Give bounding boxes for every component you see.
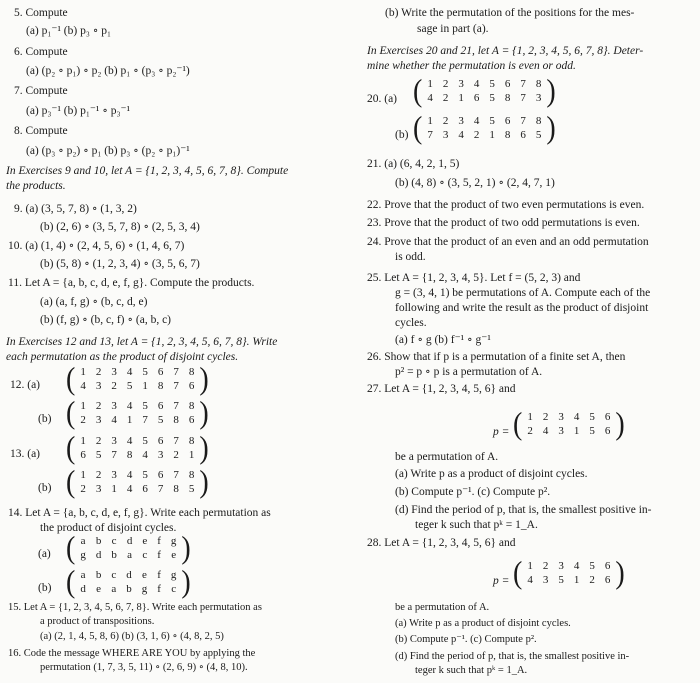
label-14b: (b) bbox=[38, 582, 52, 594]
exercise-27d-cont: teger k such that pᵏ = 1_A. bbox=[415, 519, 538, 531]
permutation-entry: 6 bbox=[604, 411, 611, 424]
exercise-14-cont: the product of disjoint cycles. bbox=[40, 522, 177, 534]
permutation-entry: 2 bbox=[80, 483, 86, 495]
permutation-entry: 5 bbox=[535, 129, 542, 141]
permutation-entry: f bbox=[157, 535, 161, 548]
permutation-entry: 7 bbox=[173, 400, 179, 413]
permutation-entry: d bbox=[126, 569, 132, 582]
p-equals-27: p = bbox=[493, 426, 510, 438]
permutation-entry: a bbox=[80, 569, 86, 582]
exercise-5: 5. Compute bbox=[14, 7, 68, 19]
permutation-entry: c bbox=[111, 535, 117, 548]
permutation-matrix bbox=[75, 435, 199, 463]
permutation-entry: 3 bbox=[442, 129, 449, 141]
permutation-entry: 6 bbox=[157, 366, 164, 379]
permutation-entry: 5 bbox=[95, 449, 102, 461]
label-12b: (b) bbox=[38, 413, 52, 425]
permutation-entry: 2 bbox=[442, 115, 449, 128]
exercise-10b: (b) (5, 8) ∘ (1, 2, 3, 4) ∘ (3, 5, 6, 7) bbox=[40, 258, 200, 270]
permutation-entry: 5 bbox=[126, 380, 133, 392]
exercise-8: 8. Compute bbox=[14, 125, 68, 137]
permutation-entry: g bbox=[170, 569, 177, 582]
permutation-entry: 5 bbox=[157, 414, 164, 426]
permutation-entry: 4 bbox=[126, 469, 133, 482]
permutation-entry: 7 bbox=[157, 483, 164, 495]
permutation-entry: 1 bbox=[80, 366, 86, 379]
permutation-matrix bbox=[522, 411, 615, 439]
permutation-entry: 2 bbox=[95, 366, 102, 379]
permutation-14a bbox=[66, 530, 191, 567]
left-paren: ( bbox=[413, 73, 423, 110]
permutation-entry: 8 bbox=[504, 129, 511, 141]
permutation-entry: 2 bbox=[95, 469, 102, 482]
permutation-entry: e bbox=[142, 569, 147, 582]
permutation-entry: 5 bbox=[142, 366, 148, 379]
right-paren: ) bbox=[615, 406, 625, 443]
exercise-28: 28. Let A = {1, 2, 3, 4, 5, 6} and bbox=[367, 537, 516, 549]
right-paren: ) bbox=[199, 395, 209, 432]
right-paren: ) bbox=[199, 361, 209, 398]
right-paren: ) bbox=[546, 73, 556, 110]
exercise-9a: 9. (a) (3, 5, 7, 8) ∘ (1, 3, 2) bbox=[14, 203, 137, 215]
exercise-9b: (b) (2, 6) ∘ (3, 5, 7, 8) ∘ (2, 5, 3, 4) bbox=[40, 221, 200, 233]
permutation-bottom-row bbox=[75, 483, 199, 497]
exercise-25: 25. Let A = {1, 2, 3, 4, 5}. Let f = (5, 2, 3) and bbox=[367, 272, 581, 284]
permutation-entry: 6 bbox=[604, 560, 611, 573]
permutation-entry: 8 bbox=[535, 115, 542, 128]
permutation-entry: 2 bbox=[95, 400, 102, 413]
permutation-entry: b bbox=[111, 549, 117, 561]
permutation-matrix bbox=[522, 560, 615, 588]
permutation-12b bbox=[66, 395, 209, 432]
permutation-entry: 1 bbox=[458, 92, 464, 104]
label-13b: (b) bbox=[38, 482, 52, 494]
permutation-entry: 4 bbox=[126, 400, 133, 413]
permutation-bottom-row bbox=[522, 425, 615, 439]
left-paren: ( bbox=[66, 430, 76, 467]
permutation-entry: 8 bbox=[157, 380, 164, 392]
permutation-entry: 5 bbox=[142, 435, 148, 448]
exercise-15: 15. Let A = {1, 2, 3, 4, 5, 6, 7, 8}. Write each permutation as bbox=[8, 602, 262, 613]
exercise-19b-cont: sage in part (a). bbox=[417, 23, 489, 35]
permutation-matrix bbox=[422, 78, 546, 106]
exercise-28a: (a) Write p as a product of disjoint cycles. bbox=[395, 618, 571, 629]
permutation-entry: 8 bbox=[188, 400, 195, 413]
permutation-entry: 7 bbox=[173, 366, 179, 379]
right-paren: ) bbox=[181, 530, 191, 567]
permutation-entry: 1 bbox=[573, 574, 580, 586]
label-13a: 13. (a) bbox=[10, 448, 41, 460]
permutation-entry: b bbox=[95, 569, 102, 582]
permutation-entry: 3 bbox=[95, 380, 102, 392]
exercise-15-cont: a product of transpositions. bbox=[40, 616, 155, 627]
exercise-7-parts: (a) p₃⁻¹ (b) p₁⁻¹ ∘ p₃⁻¹ bbox=[26, 105, 131, 117]
left-paren: ( bbox=[513, 555, 523, 592]
permutation-entry: 3 bbox=[558, 425, 564, 437]
permutation-entry: 8 bbox=[188, 366, 195, 379]
exercise-11: 11. Let A = {a, b, c, d, e, f, g}. Compute the products. bbox=[8, 277, 255, 289]
permutation-entry: f bbox=[157, 549, 161, 561]
permutation-20a bbox=[413, 73, 556, 110]
left-paren: ( bbox=[66, 564, 76, 601]
permutation-entry: 2 bbox=[589, 574, 595, 586]
permutation-entry: 7 bbox=[142, 414, 148, 426]
permutation-entry: c bbox=[171, 583, 177, 595]
permutation-matrix bbox=[75, 469, 199, 497]
permutation-entry: 6 bbox=[504, 78, 511, 91]
permutation-entry: 5 bbox=[589, 560, 595, 573]
exercise-25-cont1: g = (3, 4, 1) be permutations of A. Compute each of the bbox=[395, 287, 651, 299]
exercise-16: 16. Code the message WHERE ARE YOU by applying the bbox=[8, 648, 256, 659]
left-paren: ( bbox=[66, 464, 76, 501]
permutation-bottom-row bbox=[75, 549, 181, 563]
instructions-9-10: In Exercises 9 and 10, let A = {1, 2, 3, 4, 5, 6, 7, 8}. Compute bbox=[6, 165, 289, 177]
permutation-entry: c bbox=[111, 569, 117, 582]
permutation-20b bbox=[413, 110, 556, 147]
exercise-28d: (d) Find the period of p, that is, the smallest positive in- bbox=[395, 651, 630, 662]
left-paren: ( bbox=[66, 395, 76, 432]
instructions-9-10-cont: the products. bbox=[6, 180, 66, 192]
permutation-entry: 1 bbox=[527, 411, 533, 424]
permutation-top-row bbox=[75, 569, 181, 583]
permutation-entry: 5 bbox=[589, 411, 595, 424]
label-20b: (b) bbox=[395, 129, 409, 141]
permutation-entry: 6 bbox=[157, 435, 164, 448]
permutation-top-row bbox=[75, 535, 181, 549]
permutation-top-row bbox=[522, 560, 615, 574]
permutation-entry: 5 bbox=[558, 574, 564, 586]
permutation-entry: 6 bbox=[604, 574, 611, 586]
exercise-23: 23. Prove that the product of two odd permutations is even. bbox=[367, 217, 640, 229]
permutation-entry: e bbox=[96, 583, 102, 595]
permutation-entry: 4 bbox=[427, 92, 433, 104]
left-paren: ( bbox=[66, 361, 76, 398]
permutation-entry: 8 bbox=[504, 92, 511, 104]
permutation-entry: 5 bbox=[142, 400, 148, 413]
exercise-27bc: (b) Compute p⁻¹. (c) Compute p². bbox=[395, 486, 551, 498]
permutation-matrix bbox=[75, 569, 181, 597]
permutation-bottom-row bbox=[75, 414, 199, 428]
permutation-28 bbox=[513, 555, 625, 592]
exercise-7: 7. Compute bbox=[14, 85, 68, 97]
permutation-entry: 3 bbox=[558, 411, 564, 424]
label-20a: 20. (a) bbox=[367, 93, 398, 105]
exercise-21b: (b) (4, 8) ∘ (3, 5, 2, 1) ∘ (2, 4, 7, 1) bbox=[395, 177, 555, 189]
permutation-entry: 2 bbox=[80, 414, 86, 426]
label-12a: 12. (a) bbox=[10, 379, 41, 391]
permutation-top-row bbox=[75, 435, 199, 449]
permutation-entry: 4 bbox=[80, 380, 86, 392]
permutation-entry: 5 bbox=[489, 115, 495, 128]
permutation-entry: 3 bbox=[95, 483, 102, 495]
permutation-entry: 6 bbox=[473, 92, 480, 104]
permutation-entry: g bbox=[141, 583, 148, 595]
permutation-14b bbox=[66, 564, 191, 601]
exercise-10a: 10. (a) (1, 4) ∘ (2, 4, 5, 6) ∘ (1, 4, 6, 7) bbox=[8, 240, 185, 252]
permutation-entry: 7 bbox=[520, 92, 526, 104]
exercise-11b: (b) (f, g) ∘ (b, c, f) ∘ (a, b, c) bbox=[40, 314, 172, 326]
exercise-27a: (a) Write p as a product of disjoint cycles. bbox=[395, 468, 588, 480]
permutation-entry: 2 bbox=[473, 129, 480, 141]
permutation-entry: 2 bbox=[111, 380, 117, 392]
permutation-entry: 2 bbox=[542, 411, 549, 424]
permutation-entry: 8 bbox=[188, 469, 195, 482]
right-paren: ) bbox=[199, 430, 209, 467]
permutation-entry: 7 bbox=[173, 435, 179, 448]
permutation-matrix bbox=[422, 115, 546, 143]
permutation-top-row bbox=[422, 78, 546, 92]
exercise-25-cont2: following and write the result as the product of disjoint bbox=[395, 302, 649, 314]
permutation-entry: 6 bbox=[142, 483, 148, 495]
permutation-entry: 6 bbox=[188, 414, 195, 426]
permutation-entry: 8 bbox=[173, 483, 179, 495]
exercise-28bc: (b) Compute p⁻¹. (c) Compute p². bbox=[395, 634, 537, 645]
permutation-entry: 6 bbox=[157, 400, 164, 413]
permutation-entry: 7 bbox=[173, 469, 179, 482]
permutation-entry: 1 bbox=[126, 414, 133, 426]
permutation-entry: 4 bbox=[542, 425, 549, 437]
permutation-12a bbox=[66, 361, 209, 398]
permutation-entry: 7 bbox=[173, 380, 179, 392]
permutation-entry: 1 bbox=[142, 380, 148, 392]
permutation-entry: 1 bbox=[427, 78, 433, 91]
permutation-entry: 3 bbox=[111, 366, 117, 379]
permutation-entry: g bbox=[80, 549, 86, 561]
permutation-entry: 7 bbox=[427, 129, 433, 141]
permutation-entry: d bbox=[80, 583, 86, 595]
instructions-20-21-cont: mine whether the permutation is even or odd. bbox=[367, 60, 576, 72]
permutation-top-row bbox=[75, 366, 199, 380]
permutation-entry: 3 bbox=[458, 78, 464, 91]
right-paren: ) bbox=[615, 555, 625, 592]
permutation-entry: 7 bbox=[111, 449, 117, 461]
permutation-entry: 3 bbox=[542, 574, 549, 586]
right-paren: ) bbox=[199, 464, 209, 501]
permutation-bottom-row bbox=[75, 583, 181, 597]
permutation-entry: 7 bbox=[520, 78, 526, 91]
permutation-entry: 4 bbox=[573, 560, 580, 573]
permutation-entry: f bbox=[157, 569, 161, 582]
permutation-entry: 2 bbox=[442, 92, 449, 104]
permutation-entry: a bbox=[80, 535, 86, 548]
permutation-13b bbox=[66, 464, 209, 501]
permutation-entry: 2 bbox=[173, 449, 179, 461]
permutation-entry: 4 bbox=[126, 366, 133, 379]
exercise-11a: (a) (a, f, g) ∘ (b, c, d, e) bbox=[40, 296, 148, 308]
permutation-entry: 2 bbox=[527, 425, 533, 437]
instructions-12-13: In Exercises 12 and 13, let A = {1, 2, 3, 4, 5, 6, 7, 8}. Write bbox=[6, 336, 278, 348]
permutation-entry: 8 bbox=[535, 78, 542, 91]
permutation-entry: 1 bbox=[427, 115, 433, 128]
permutation-entry: e bbox=[142, 535, 148, 548]
permutation-entry: d bbox=[126, 535, 133, 548]
exercise-25-parts: (a) f ∘ g (b) f⁻¹ ∘ g⁻¹ bbox=[395, 334, 491, 346]
permutation-matrix bbox=[75, 400, 199, 428]
permutation-entry: 7 bbox=[520, 115, 526, 128]
permutation-entry: 8 bbox=[126, 449, 133, 461]
right-paren: ) bbox=[546, 110, 556, 147]
exercise-16-cont: permutation (1, 7, 3, 5, 11) ∘ (2, 6, 9) ∘ (4, 8, 10). bbox=[40, 662, 248, 673]
permutation-entry: a bbox=[127, 549, 133, 561]
permutation-entry: 5 bbox=[188, 483, 195, 495]
permutation-entry: 6 bbox=[80, 449, 86, 461]
permutation-top-row bbox=[75, 469, 199, 483]
left-paren: ( bbox=[513, 406, 523, 443]
exercise-8-parts: (a) (p₃ ∘ p₂) ∘ p₁ (b) p₃ ∘ (p₂ ∘ p₁)⁻¹ bbox=[26, 145, 190, 157]
permutation-entry: 4 bbox=[142, 449, 148, 461]
exercise-6-parts: (a) (p₂ ∘ p₁) ∘ p₂ (b) p₁ ∘ (p₃ ∘ p₂⁻¹) bbox=[26, 65, 190, 77]
permutation-entry: 6 bbox=[520, 129, 526, 141]
permutation-entry: 1 bbox=[80, 435, 86, 448]
permutation-entry: b bbox=[126, 583, 132, 595]
instructions-12-13-cont: each permutation as the product of disjoint cycles. bbox=[6, 351, 239, 363]
exercise-6: 6. Compute bbox=[14, 46, 68, 58]
permutation-entry: 1 bbox=[80, 400, 86, 413]
permutation-entry: 4 bbox=[458, 129, 464, 141]
permutation-entry: 4 bbox=[473, 115, 480, 128]
permutation-bottom-row bbox=[422, 129, 546, 143]
permutation-entry: 2 bbox=[442, 78, 449, 91]
permutation-top-row bbox=[522, 411, 615, 425]
permutation-entry: 5 bbox=[489, 92, 495, 104]
permutation-27 bbox=[513, 406, 625, 443]
permutation-entry: 1 bbox=[489, 129, 495, 141]
exercise-24-cont: is odd. bbox=[395, 251, 426, 263]
label-14a: (a) bbox=[38, 548, 51, 560]
permutation-entry: 4 bbox=[111, 414, 117, 426]
permutation-entry: f bbox=[157, 583, 161, 595]
permutation-bottom-row bbox=[75, 380, 199, 394]
left-paren: ( bbox=[413, 110, 423, 147]
permutation-entry: 4 bbox=[126, 483, 133, 495]
exercise-5-parts: (a) p₁⁻¹ (b) p₃ ∘ p₁ bbox=[26, 25, 111, 37]
instructions-20-21: In Exercises 20 and 21, let A = {1, 2, 3, 4, 5, 6, 7, 8}. Deter- bbox=[367, 45, 644, 57]
permutation-entry: 4 bbox=[473, 78, 480, 91]
exercise-14: 14. Let A = {a, b, c, d, e, f, g}. Write each permutation as bbox=[8, 507, 271, 519]
permutation-entry: 6 bbox=[157, 469, 164, 482]
permutation-bottom-row bbox=[75, 449, 199, 463]
permutation-entry: 5 bbox=[489, 78, 495, 91]
permutation-entry: 3 bbox=[111, 469, 117, 482]
permutation-entry: 3 bbox=[111, 400, 117, 413]
exercise-27: 27. Let A = {1, 2, 3, 4, 5, 6} and bbox=[367, 383, 516, 395]
permutation-entry: g bbox=[170, 535, 177, 548]
permutation-entry: 1 bbox=[80, 469, 86, 482]
exercise-26-cont: p² = p ∘ p is a permutation of A. bbox=[395, 366, 543, 378]
permutation-entry: 4 bbox=[126, 435, 133, 448]
permutation-matrix bbox=[75, 366, 199, 394]
exercise-15-parts: (a) (2, 1, 4, 5, 8, 6) (b) (3, 1, 6) ∘ (4, 8, 2, 5) bbox=[40, 631, 224, 642]
permutation-bottom-row bbox=[422, 92, 546, 106]
exercise-27d: (d) Find the period of p, that is, the smallest positive in- bbox=[395, 504, 652, 516]
left-paren: ( bbox=[66, 530, 76, 567]
permutation-entry: 5 bbox=[142, 469, 148, 482]
permutation-entry: 3 bbox=[157, 449, 164, 461]
exercise-24: 24. Prove that the product of an even and an odd permutation bbox=[367, 236, 649, 248]
permutation-matrix bbox=[75, 535, 181, 563]
permutation-entry: a bbox=[111, 583, 117, 595]
exercise-28d-cont: teger k such that pᵏ = 1_A. bbox=[415, 665, 528, 676]
permutation-entry: 3 bbox=[458, 115, 464, 128]
permutation-entry: 1 bbox=[111, 483, 117, 495]
permutation-entry: 4 bbox=[527, 574, 533, 586]
exercise-25-cont3: cycles. bbox=[395, 317, 427, 329]
permutation-entry: 6 bbox=[604, 425, 611, 437]
exercise-19b: (b) Write the permutation of the positions for the mes- bbox=[385, 7, 635, 19]
permutation-entry: b bbox=[95, 535, 102, 548]
permutation-entry: 6 bbox=[504, 115, 511, 128]
permutation-entry: 3 bbox=[535, 92, 542, 104]
exercise-26: 26. Show that if p is a permutation of a finite set A, then bbox=[367, 351, 626, 363]
permutation-entry: 6 bbox=[188, 380, 195, 392]
permutation-bottom-row bbox=[522, 574, 615, 588]
exercise-27-cont: be a permutation of A. bbox=[395, 451, 499, 463]
exercise-21a: 21. (a) (6, 4, 2, 1, 5) bbox=[367, 158, 460, 170]
permutation-entry: 8 bbox=[188, 435, 195, 448]
permutation-top-row bbox=[422, 115, 546, 129]
permutation-entry: 3 bbox=[111, 435, 117, 448]
exercise-28-cont: be a permutation of A. bbox=[395, 602, 490, 613]
permutation-top-row bbox=[75, 400, 199, 414]
exercise-22: 22. Prove that the product of two even permutations is even. bbox=[367, 199, 645, 211]
permutation-entry: 3 bbox=[558, 560, 564, 573]
permutation-entry: e bbox=[171, 549, 177, 561]
permutation-entry: 4 bbox=[573, 411, 580, 424]
permutation-entry: 1 bbox=[188, 449, 195, 461]
permutation-entry: d bbox=[95, 549, 102, 561]
permutation-entry: 1 bbox=[527, 560, 533, 573]
permutation-entry: 2 bbox=[542, 560, 549, 573]
permutation-entry: 3 bbox=[95, 414, 102, 426]
permutation-entry: 1 bbox=[573, 425, 580, 437]
right-paren: ) bbox=[181, 564, 191, 601]
permutation-entry: 8 bbox=[173, 414, 179, 426]
p-equals-28: p = bbox=[493, 575, 510, 587]
permutation-entry: 5 bbox=[589, 425, 595, 437]
permutation-entry: 2 bbox=[95, 435, 102, 448]
permutation-13a bbox=[66, 430, 209, 467]
permutation-entry: c bbox=[142, 549, 148, 561]
